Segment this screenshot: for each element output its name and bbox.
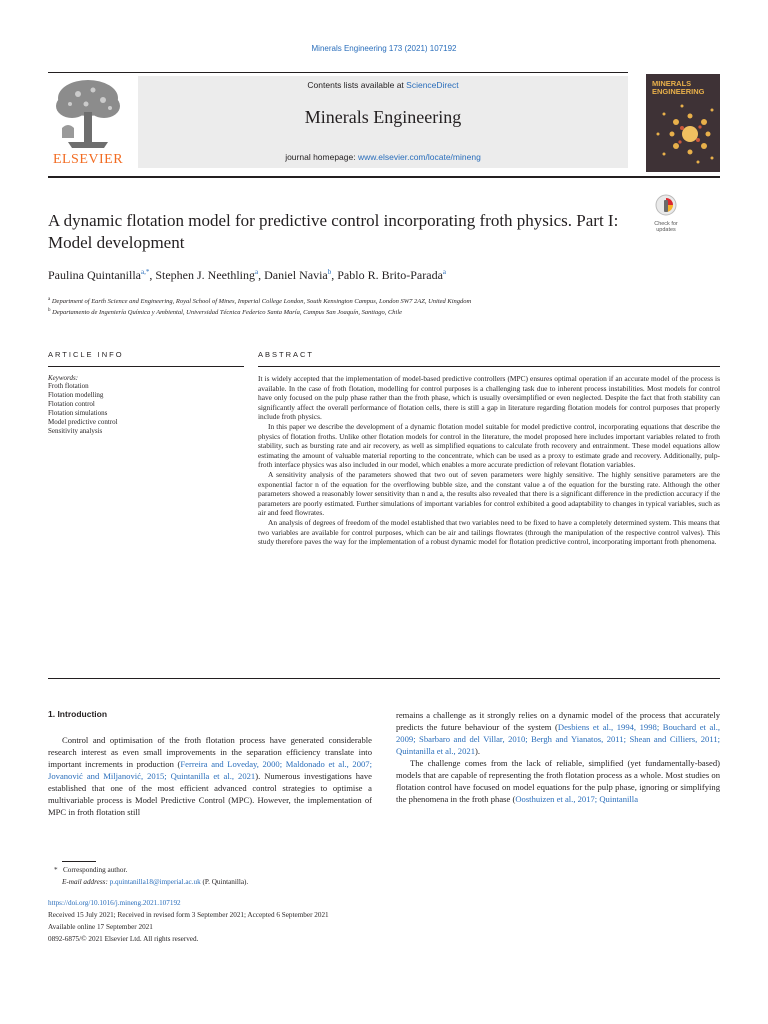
abstract-paragraph: A sensitivity analysis of the parameters showed that two out of seven parameters were highly sensitive. The highly sensitive parameters are the exponential factor n of the equation for the overflowing bubble size, and the constant value a of the equation for the bursting rate. Although the other parameters showed a reasonably lower sensitivity than n and a, the results also revealed that there is a significant difference in the prediction accuracy if the parameters are poorly estimated. Further simulations of important variables for control exhibited a good adaptability to changes in typical variables, such as air and feed flowrates. bbox=[258, 469, 720, 518]
intro-citation-link[interactable]: Desbiens et al., 1994, 1998; Bouchard et al., 2009; Sbarbaro and del Villar, 2010; Bergh and Yianatos, 2011; Shean and Cilliers, 2011; Quintanilla et al., 2021 bbox=[396, 722, 720, 756]
doi-link[interactable]: https://doi.org/10.1016/j.mineng.2021.107192 bbox=[48, 899, 181, 907]
check-for-updates-badge[interactable] bbox=[646, 194, 686, 233]
intro-citation-link[interactable]: Ferreira and Loveday, 2000; Maldonado et al., 2007; Jovanović and Miljanović, 2015; Quintanilla et al., 2021 bbox=[48, 759, 372, 781]
copyright: 0892-6875/© 2021 Elsevier Ltd. All rights reserved. bbox=[48, 935, 199, 943]
author-name[interactable]: Stephen J. Neethling bbox=[155, 268, 255, 282]
abstract-paragraph: An analysis of degrees of freedom of the model established that two variables need to be fixed to have a completely determined system. This means that two variables are available for control purposes, which can be air and tailings flowrates (through the manipulation of the respective control valves). This study therefore paves the way for the implementation of a robust dynamic model for flotation predictive control, incorporating important froth phenomena. bbox=[258, 517, 720, 547]
author-name[interactable]: Paulina Quintanilla bbox=[48, 268, 141, 282]
journal-citation[interactable]: Minerals Engineering 173 (2021) 107192 bbox=[311, 44, 457, 53]
affiliation-b bbox=[48, 306, 708, 317]
intro-left-column bbox=[48, 734, 372, 818]
keywords-block bbox=[48, 374, 244, 436]
keyword-item: Flotation modelling bbox=[48, 391, 104, 399]
intro-citation-link[interactable]: Oosthuizen et al., 2017; Quintanilla bbox=[515, 794, 639, 804]
article-title: A dynamic flotation model for predictive control incorporating froth physics. Part I: Model development bbox=[48, 211, 619, 252]
introduction-heading: 1. Introduction bbox=[48, 709, 108, 719]
author-list bbox=[48, 268, 668, 283]
author-separator: , bbox=[331, 268, 338, 282]
author-name[interactable]: Pablo R. Brito-Parada bbox=[337, 268, 443, 282]
header-bottom-rule bbox=[48, 176, 720, 178]
author-affiliation-mark[interactable]: a bbox=[255, 268, 259, 276]
email-suffix: (P. Quintanilla). bbox=[200, 878, 249, 886]
publisher-name: ELSEVIER bbox=[52, 152, 124, 167]
corresponding-label: Corresponding author. bbox=[62, 866, 128, 874]
intro-text: Control and optimisation of the froth flotation process have generated considerable research interest as even small improvements in the separation efficiency translate into important increments in production ( bbox=[48, 735, 372, 769]
keyword-item: Flotation simulations bbox=[48, 409, 108, 417]
author-affiliation-mark[interactable]: b bbox=[327, 268, 332, 276]
contents-prefix: Contents lists available at bbox=[307, 80, 407, 90]
intro-right-column bbox=[396, 709, 720, 805]
article-info-rule bbox=[48, 366, 244, 367]
author-separator: , bbox=[149, 268, 156, 282]
corresponding-author-note bbox=[54, 865, 714, 876]
affiliation-mark: a bbox=[48, 297, 51, 302]
keyword-item: Froth flotation bbox=[48, 382, 89, 390]
abstract-paragraph: In this paper we describe the development of a dynamic flotation model suitable for model predictive control, incorporating equations that describe the physics of flotation froths. Unlike other flotation models for control in the literature, the model proposed here includes important variables related to froth stability, such as bursting rate and air recovery, as well as simplified equations to calculate froth recovery and entrainment. These model equations allow estimating the amount of valuable material reporting to the concentrate, which can be used as a proxy to estimate grade and recovery. Additionally, pulp-froth interface physics was also included in our model, which enables a more accurate prediction of relevant flotation variables. bbox=[258, 421, 720, 470]
author-separator: , bbox=[258, 268, 265, 282]
sciencedirect-link[interactable]: ScienceDirect bbox=[406, 80, 459, 90]
intro-paragraph bbox=[48, 734, 372, 818]
cover-title: MINERALS ENGINEERING bbox=[652, 79, 705, 96]
affiliation-text: Department of Earth Science and Engineering, Royal School of Mines, Imperial College London, South Kensington Campus, London SW7 2AZ, United Kingdom bbox=[51, 298, 472, 306]
author-affiliation-mark[interactable]: a bbox=[442, 268, 447, 276]
journal-cover[interactable] bbox=[646, 74, 720, 172]
footnote-asterisk: * bbox=[54, 866, 58, 874]
homepage-link[interactable]: www.elsevier.com/locate/mineng bbox=[357, 152, 481, 162]
intro-text: The challenge comes from the lack of reliable, simplified (yet fundamentally-based) models that are capable of representing the froth flotation process as a whole. Most studies on flotation control have focused on model equations for the pulp phase, ignoring or simplifying the phenomena in the froth phase ( bbox=[396, 758, 720, 804]
abstract-body bbox=[258, 374, 720, 547]
abstract-paragraph: It is widely accepted that the implementation of model-based predictive controllers (MPC) ensures optimal operation if an accurate model of the process is available. In the case of froth flotation, modelling for control purposes is a challenging task due to inherent process instabilities. Most models for control have only focused on the pulp phase rather than the froth phase, which is usually oversimplified or even neglected. Despite the fact that froth stability can significantly affect the overall performance of flotation cells, there is still a gap in literature regarding flotation models for control purposes that properly include froth physics. bbox=[258, 374, 720, 422]
email-label: E-mail address: bbox=[62, 878, 110, 886]
keywords-label: Keywords: bbox=[48, 374, 79, 382]
received-dates: Received 15 July 2021; Received in revised form 3 September 2021; Accepted 6 September 2021 bbox=[48, 911, 329, 919]
affiliation-a bbox=[48, 295, 708, 306]
email-note bbox=[62, 877, 722, 888]
keyword-item: Sensitivity analysis bbox=[48, 427, 103, 435]
email-link[interactable]: p.quintanilla18@imperial.ac.uk bbox=[109, 878, 201, 886]
contents-line bbox=[138, 80, 628, 90]
crossmark-label: Check for updates bbox=[654, 221, 678, 233]
header-top-rule bbox=[48, 72, 628, 73]
author-affiliation-mark[interactable]: a,* bbox=[140, 268, 150, 276]
journal-homepage bbox=[138, 152, 628, 162]
homepage-prefix: journal homepage: bbox=[285, 152, 358, 162]
affiliation-mark: b bbox=[48, 308, 51, 313]
intro-paragraph bbox=[396, 709, 720, 757]
intro-paragraph bbox=[396, 757, 720, 805]
abstract-heading: ABSTRACT bbox=[258, 350, 315, 359]
elsevier-tree-icon bbox=[48, 76, 128, 150]
keyword-item: Flotation control bbox=[48, 400, 95, 408]
abstract-bottom-rule bbox=[48, 678, 720, 679]
author-name[interactable]: Daniel Navia bbox=[264, 268, 328, 282]
crossmark-icon bbox=[655, 194, 677, 216]
article-info-heading: ARTICLE INFO bbox=[48, 350, 124, 359]
abstract-rule bbox=[258, 366, 720, 367]
journal-name: Minerals Engineering bbox=[304, 107, 462, 127]
elsevier-logo[interactable] bbox=[48, 76, 128, 168]
keyword-item: Model predictive control bbox=[48, 418, 118, 426]
cover-dots-graphic bbox=[650, 100, 716, 168]
footnote-rule bbox=[62, 861, 96, 862]
intro-text: ). bbox=[475, 746, 481, 756]
intro-text: remains a challenge as it strongly relies on a dynamic model of the process that accurately predicts the future behaviour of the system ( bbox=[396, 710, 720, 732]
intro-text: ). Numerous investigations have established that one of the most efficient advanced control strategies to optimise a multivariable process is Model Predictive Control (MPC). However, the implementation of MPC in froth flotation still bbox=[48, 771, 372, 817]
affiliation-text: Departamento de Ingeniería Química y Ambiental, Universidad Técnica Federico Santa María, Campus San Joaquín, Santiago, Chile bbox=[52, 309, 403, 317]
available-online: Available online 17 September 2021 bbox=[48, 923, 153, 931]
